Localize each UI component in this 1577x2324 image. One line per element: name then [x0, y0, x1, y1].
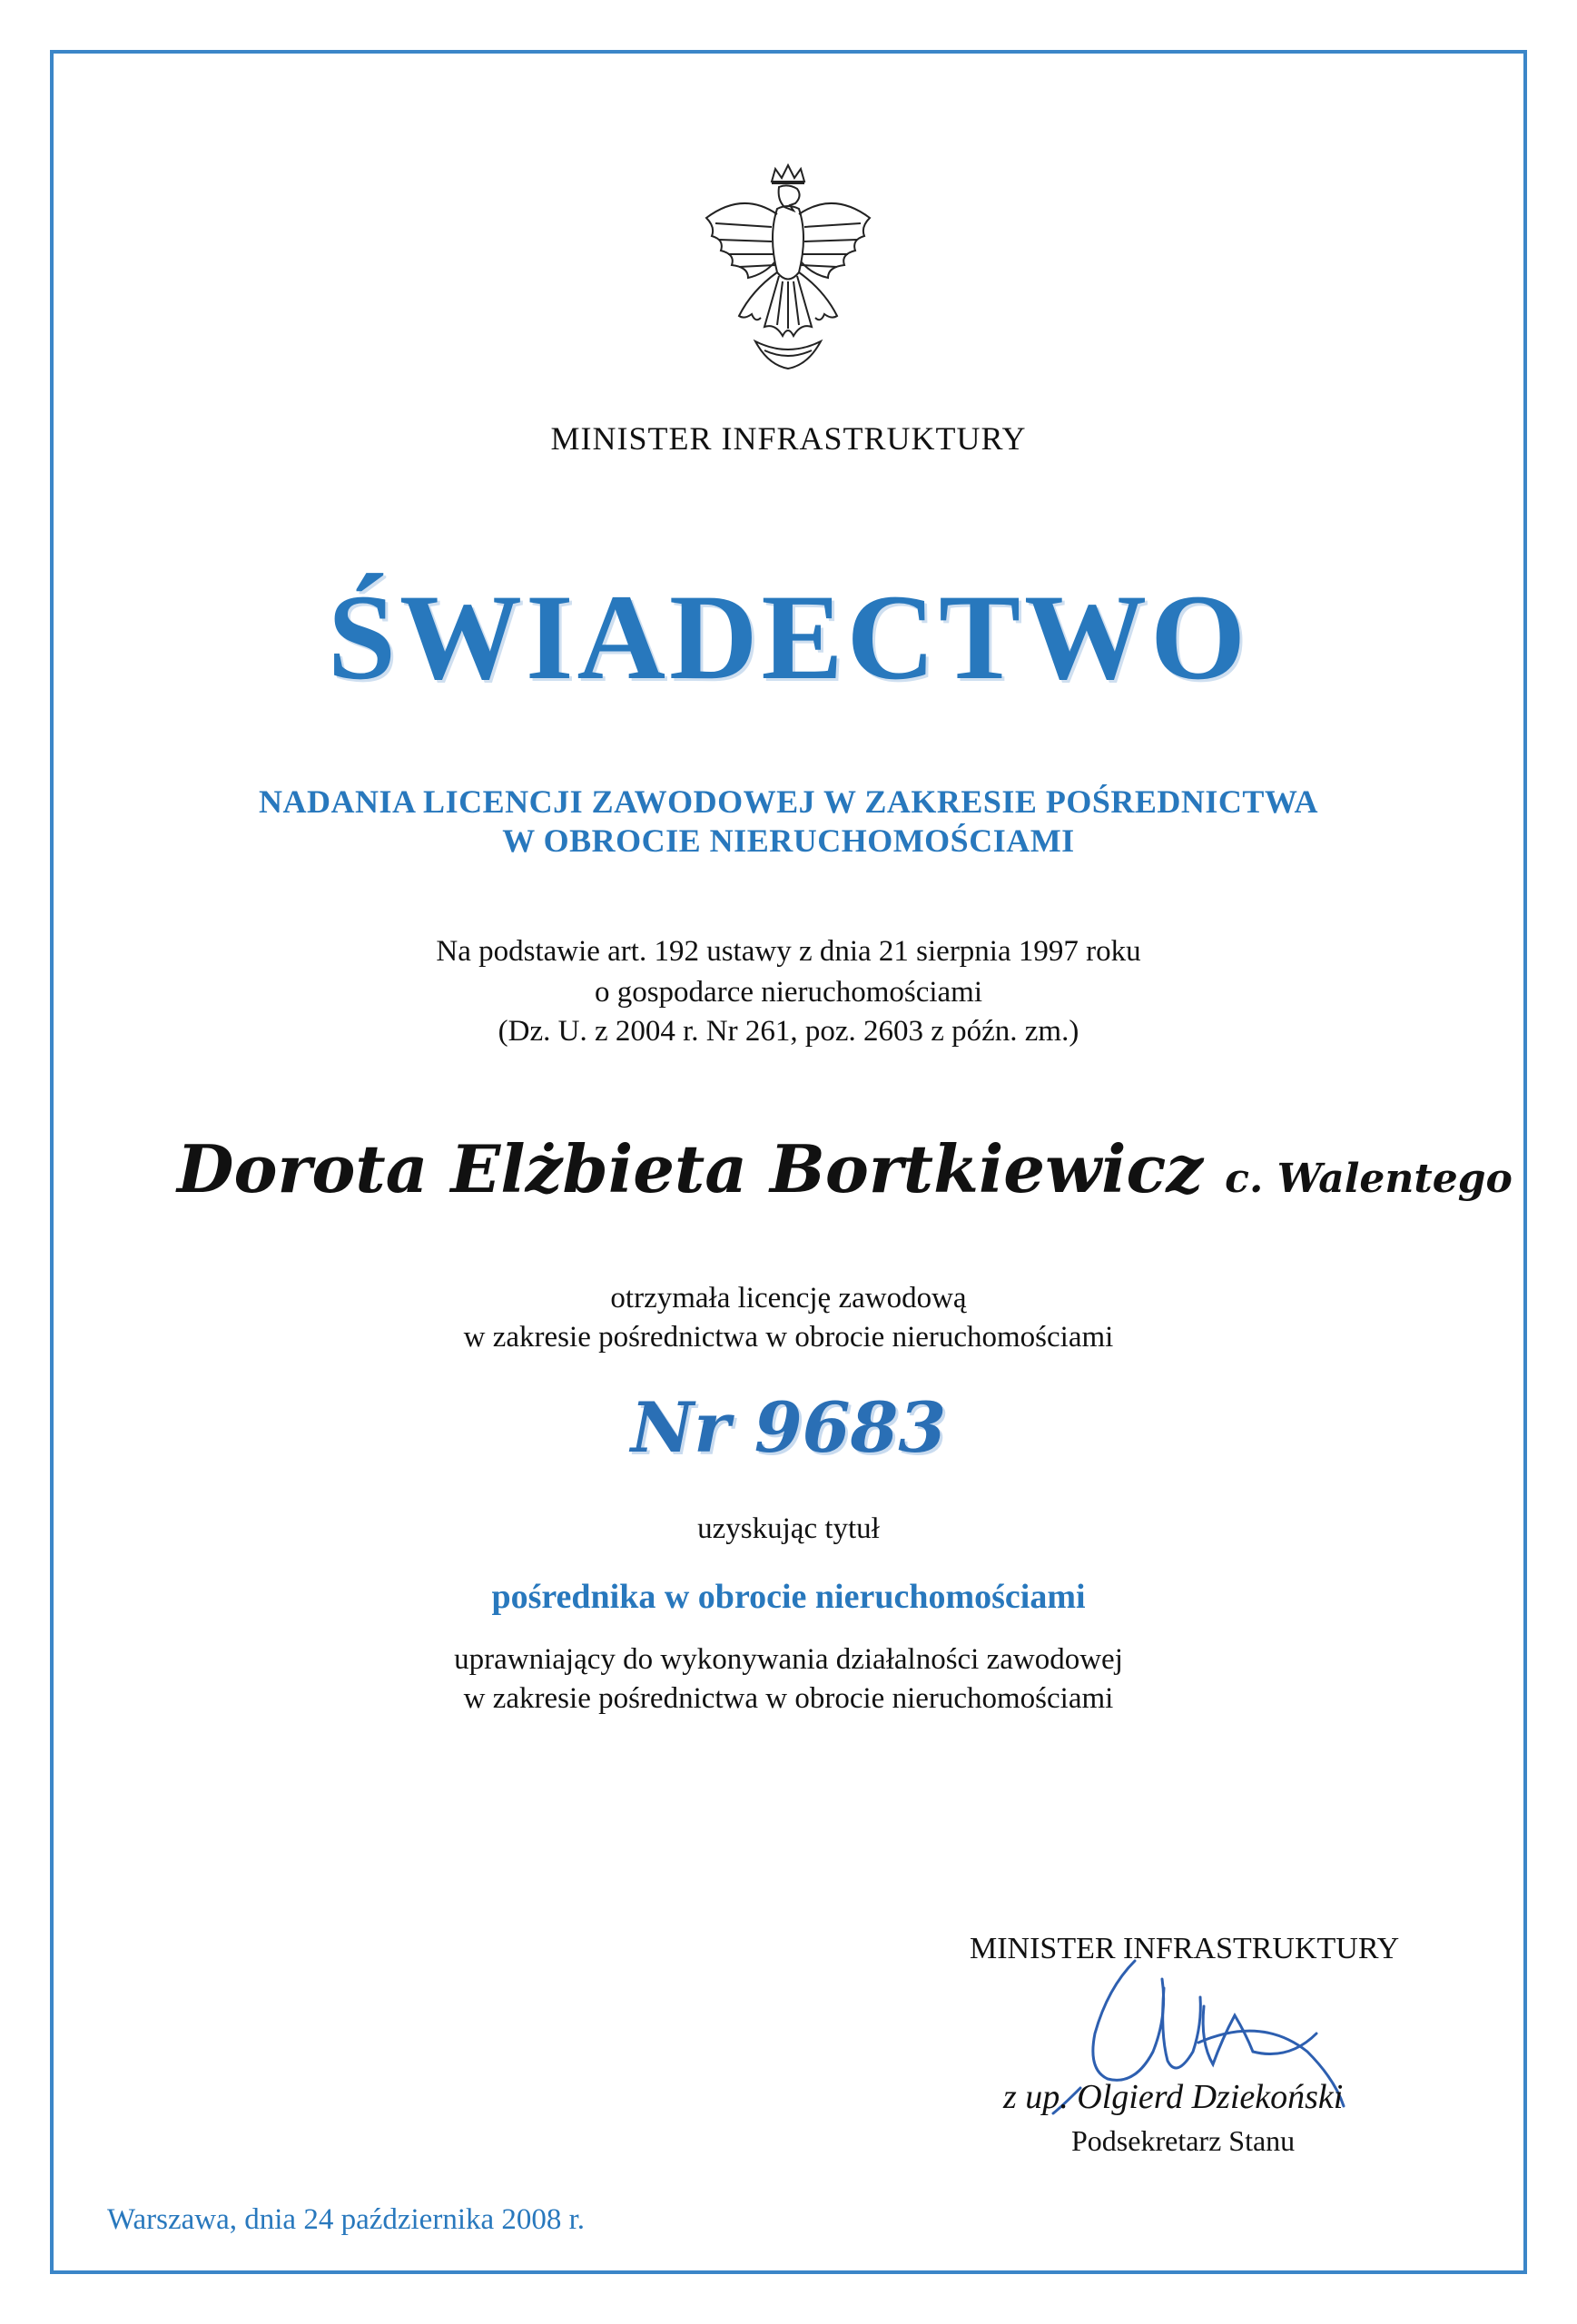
legal-basis-line-2: o gospodarce nieruchomościami [594, 976, 983, 1009]
certificate-subtitle-line-2: W OBROCIE NIERUCHOMOŚCIAMI [502, 822, 1075, 859]
place-and-date: Warszawa, dnia 24 października 2008 r. [107, 2203, 586, 2236]
signatory-signer: z up. Olgierd Dziekoński [1003, 2078, 1344, 2116]
obtaining-label: uzyskując tytuł [697, 1512, 880, 1545]
recipient-patronymic: c. Walentego [1225, 1156, 1513, 1202]
recipient-name: Dorota Elżbieta Bortkiewicz [177, 1130, 1204, 1207]
legal-basis-line-1: Na podstawie art. 192 ustawy z dnia 21 sierpnia 1997 roku [436, 935, 1141, 968]
entitling-line-2: w zakresie pośrednictwa w obrocie nieruchomościami [463, 1682, 1114, 1715]
issuer-heading: MINISTER INFRASTRUKTURY [550, 420, 1027, 457]
professional-title: pośrednika w obrocie nieruchomościami [491, 1578, 1086, 1616]
eagle-emblem-icon [688, 163, 888, 381]
received-line-2: w zakresie pośrednictwa w obrocie nieruchomościami [463, 1321, 1114, 1354]
signatory-office: MINISTER INFRASTRUKTURY [970, 1932, 1400, 1965]
license-number: Nr 9683 [630, 1387, 947, 1468]
signatory-position: Podsekretarz Stanu [1071, 2124, 1296, 2157]
certificate-title: ŚWIADECTWO [327, 570, 1250, 705]
certificate-subtitle-line-1: NADANIA LICENCJI ZAWODOWEJ W ZAKRESIE POŚREDNICTWA [259, 783, 1318, 820]
legal-basis-line-3: (Dz. U. z 2004 r. Nr 261, poz. 2603 z późn. zm.) [498, 1015, 1079, 1048]
entitling-line-1: uprawniający do wykonywania działalności zawodowej [454, 1643, 1123, 1676]
recipient-name-line [177, 1130, 1513, 1207]
received-line-1: otrzymała licencję zawodową [610, 1282, 967, 1315]
